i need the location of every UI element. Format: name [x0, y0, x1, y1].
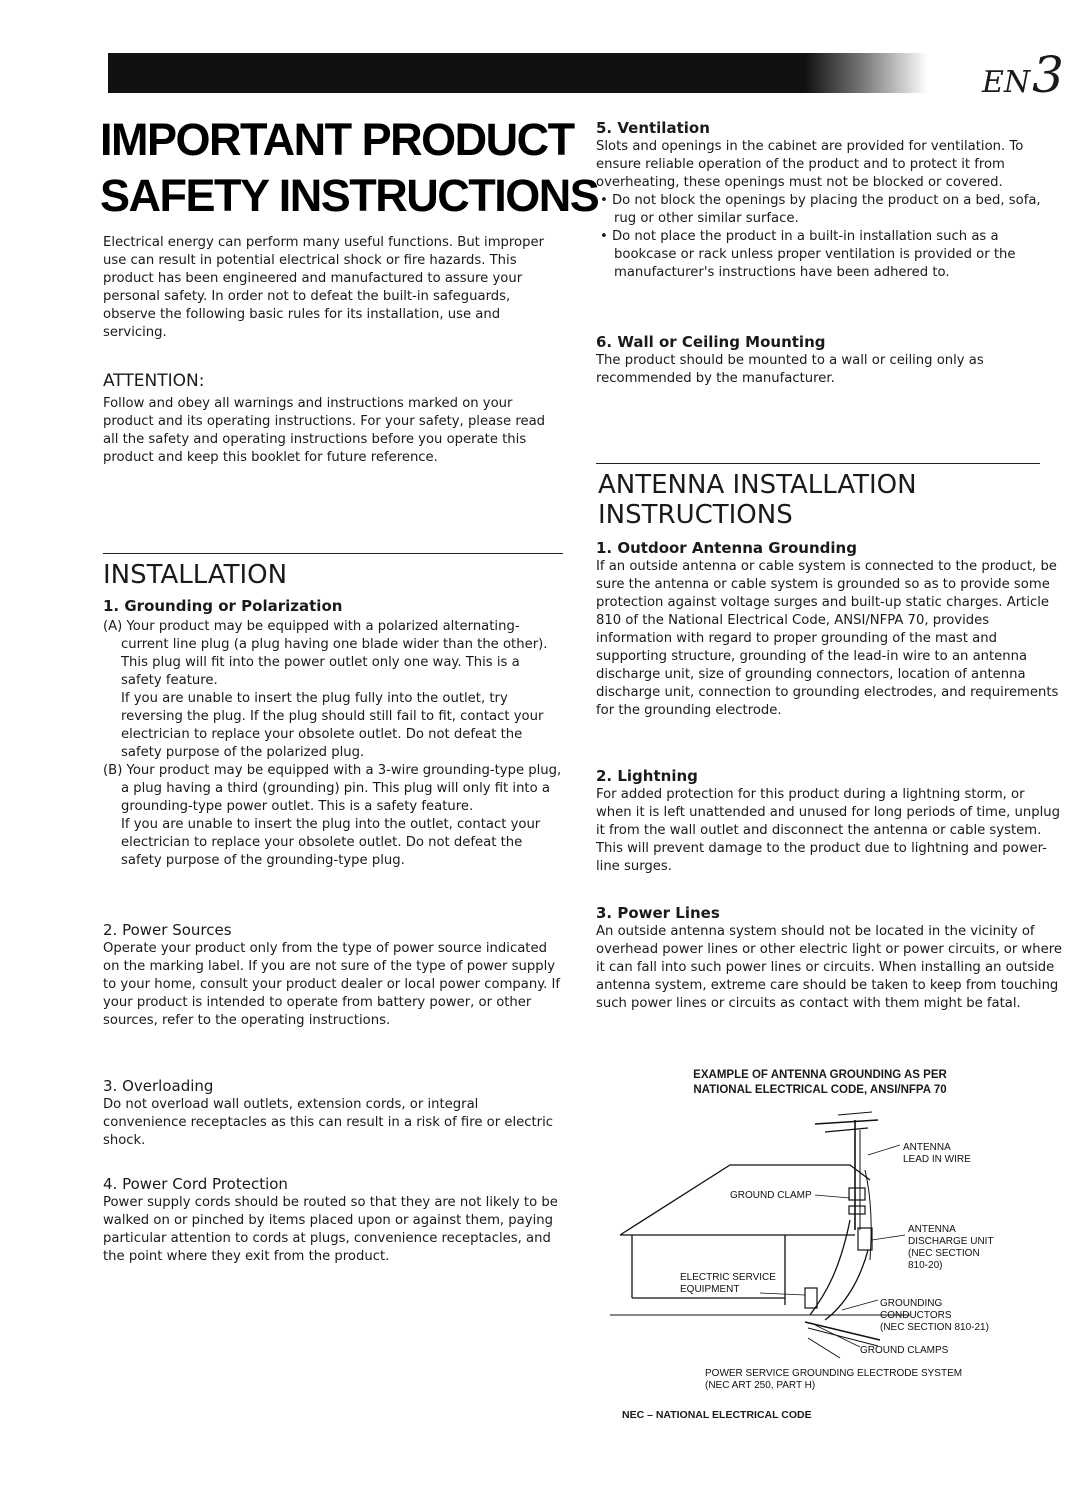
power-sources-text: Operate your product only from the type of power source indicated on the marking label. If you are not sure of the type of power supply to your home, consult your product dealer or local power company. If your product is intended to operate from battery power, or other sources, refer to the operating instructions. — [103, 941, 561, 1028]
lightning-section — [596, 766, 1062, 876]
label-discharge-3: (NEC SECTION — [908, 1248, 980, 1259]
ventilation-heading: 5. Ventilation — [596, 119, 710, 137]
overloading-text: Do not overload wall outlets, extension cords, or integral convenience receptacles as this can result in a risk of fire or electric shock. — [103, 1097, 553, 1148]
grounding-a-text: (A) Your product may be equipped with a polarized alternating-current line plug (a plug having one blade wider than the other). This plug will fit into the power outlet only one way. This is a safety feature. — [103, 619, 548, 688]
installation-heading: INSTALLATION — [103, 560, 288, 590]
grounding-heading: 1. Grounding or Polarization — [103, 597, 343, 615]
power-lines-text: An outside antenna system should not be located in the vicinity of overhead power lines or other electric light or power circuits, or where it can fall into such power lines or circuits. When installing an outside antenna system, extreme care should be taken to keep from touching such power lines or circuits as contact with them might be fatal. — [596, 924, 1062, 1011]
intro-text: Electrical energy can perform many useful functions. But improper use can result in potential electrical shock or fire hazards. This product has been engineered and manufactured to assure your personal safety. In order not to defeat the built-in safeguards, observe the following basic rules for its installation, use and servicing. — [103, 235, 545, 340]
label-discharge-4: 810-20) — [908, 1260, 943, 1271]
overloading-section — [103, 1076, 563, 1150]
label-conductors-1: GROUNDING — [880, 1298, 943, 1309]
label-electrode-2: (NEC ART 250, PART H) — [705, 1380, 816, 1391]
attention-heading: ATTENTION: — [103, 371, 205, 391]
wall-mounting-heading: 6. Wall or Ceiling Mounting — [596, 333, 826, 351]
power-lines-heading: 3. Power Lines — [596, 904, 720, 922]
label-service-2: EQUIPMENT — [680, 1284, 740, 1295]
installation-rule — [103, 553, 563, 554]
attention-text: Follow and obey all warnings and instructions marked on your product and its operating instructions. For your safety, please read all the safety and operating instructions before you operate this product and keep this booklet for future reference. — [103, 396, 546, 465]
label-discharge-1: ANTENNA — [908, 1224, 956, 1235]
antenna-heading-line2: INSTRUCTIONS — [598, 500, 793, 530]
ventilation-bullet: • Do not block the openings by placing the product on a bed, sofa, rug or other similar surface. — [596, 192, 1062, 228]
outdoor-grounding-heading: 1. Outdoor Antenna Grounding — [596, 539, 857, 557]
page-title-line2: SAFETY INSTRUCTIONS — [100, 170, 599, 221]
power-lines-section — [596, 903, 1062, 1013]
diagram-caption-line1: EXAMPLE OF ANTENNA GROUNDING AS PER — [693, 1069, 947, 1081]
intro-paragraph — [103, 234, 563, 342]
label-electrode-1: POWER SERVICE GROUNDING ELECTRODE SYSTEM — [705, 1368, 963, 1379]
overloading-heading: 3. Overloading — [103, 1077, 214, 1095]
power-cord-section — [103, 1174, 563, 1266]
diagram-caption-line2: NATIONAL ELECTRICAL CODE, ANSI/NFPA 70 — [693, 1084, 947, 1096]
page-prefix: EN — [982, 65, 1031, 100]
antenna-heading — [598, 470, 917, 530]
page-title — [100, 112, 598, 224]
ventilation-text: Slots and openings in the cabinet are provided for ventilation. To ensure reliable operation of the product and to protect it from overheating, these openings must not be blocked or covered. — [596, 139, 1024, 190]
power-cord-text: Power supply cords should be routed so that they are not likely to be walked on or pinched by items placed upon or against them, paying particular attention to cords at plugs, convenience receptacles, and the point where they exit from the product. — [103, 1195, 558, 1264]
label-discharge-2: DISCHARGE UNIT — [908, 1236, 994, 1247]
label-antenna-lead-1: ANTENNA — [903, 1142, 951, 1153]
page-title-line1: IMPORTANT PRODUCT — [100, 114, 574, 165]
label-antenna-lead-2: LEAD IN WIRE — [903, 1154, 971, 1165]
power-sources-section — [103, 920, 563, 1030]
lightning-text: For added protection for this product during a lightning storm, or when it is left unattended and unused for long periods of time, unplug it from the wall outlet and disconnect the antenna or cable system. This will prevent damage to the product due to lightning and power-line surges. — [596, 787, 1061, 874]
antenna-grounding-diagram — [610, 1110, 1030, 1410]
grounding-a2-text: If you are unable to insert the plug fully into the outlet, try reversing the plug. If the plug should still fail to fit, contact your electrician to replace your obsolete outlet. Do not defeat the safety purpose of the polarized plug. — [121, 691, 544, 760]
outdoor-grounding-text: If an outside antenna or cable system is connected to the product, be sure the antenna or cable system is grounded so as to provide some protection against voltage surges and built-up static charges. Article 810 of the National Electrical Code, ANSI/NFPA 70, provides information with regard to proper grounding of the mast and supporting structure, grounding of the lead-in wire to an antenna discharge unit, size of grounding connectors, location of antenna discharge unit, connection to grounding electrodes, and requirements for the grounding electrode. — [596, 559, 1059, 718]
diagram-caption — [600, 1068, 1040, 1098]
power-sources-heading: 2. Power Sources — [103, 921, 232, 939]
attention-section — [103, 370, 563, 467]
lightning-heading: 2. Lightning — [596, 767, 698, 785]
wall-mounting-text: The product should be mounted to a wall or ceiling only as recommended by the manufacturer. — [596, 353, 984, 386]
ventilation-bullet: • Do not place the product in a built-in installation such as a bookcase or rack unless proper ventilation is provided or the manufacturer's instructions have been adhered to. — [596, 228, 1062, 282]
page-number — [982, 46, 1064, 104]
antenna-rule — [596, 463, 1040, 464]
label-ground-clamps: GROUND CLAMPS — [860, 1345, 949, 1356]
outdoor-grounding-section — [596, 538, 1062, 720]
page-number-value: 3 — [1032, 46, 1064, 104]
label-conductors-3: (NEC SECTION 810-21) — [880, 1322, 989, 1333]
ventilation-section — [596, 118, 1062, 282]
header-bar — [108, 53, 928, 93]
antenna-heading-line1: ANTENNA INSTALLATION — [598, 470, 917, 500]
label-ground-clamp: GROUND CLAMP — [730, 1190, 812, 1201]
label-service-1: ELECTRIC SERVICE — [680, 1272, 776, 1283]
power-cord-heading: 4. Power Cord Protection — [103, 1175, 288, 1193]
grounding-b2-text: If you are unable to insert the plug into the outlet, contact your electrician to replace your obsolete outlet. Do not defeat the safety purpose of the grounding-type plug. — [121, 817, 541, 868]
grounding-section — [103, 596, 563, 870]
wall-mounting-section — [596, 332, 1062, 388]
diagram-footnote: NEC – NATIONAL ELECTRICAL CODE — [622, 1409, 812, 1421]
label-conductors-2: CONDUCTORS — [880, 1310, 952, 1321]
grounding-b-text: (B) Your product may be equipped with a 3-wire grounding-type plug, a plug having a third (grounding) pin. This plug will only fit into a grounding-type power outlet. This is a safety feature. — [103, 763, 562, 814]
